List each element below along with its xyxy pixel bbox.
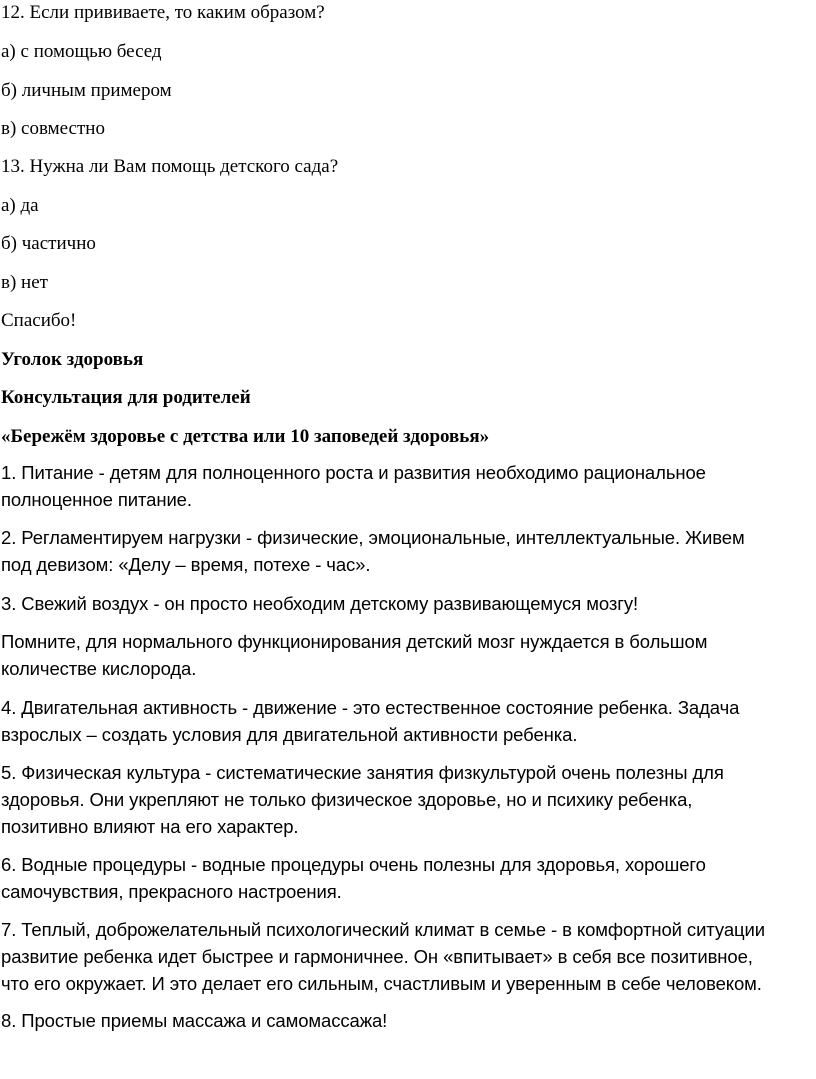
paragraph-line: 8. Простые приемы массажа и самомассажа!	[1, 1010, 388, 1031]
paragraph-brain-oxygen	[1, 628, 813, 682]
q12-option-c: в) совместно	[1, 118, 105, 139]
paragraph-family-climate	[1, 916, 813, 997]
heading-consultation: Консультация для родителей	[1, 387, 251, 408]
paragraph-massage	[1, 1007, 813, 1034]
paragraph-line: что его окружает. И это делает его сильным, счастливым и уверенным в себе человеком.	[1, 973, 762, 994]
paragraph-line: взрослых – создать условия для двигательной активности ребенка.	[1, 724, 578, 745]
question-12: 12. Если прививаете, то каким образом?	[1, 2, 325, 23]
paragraph-line: под девизом: «Делу – время, потехе - час».	[1, 554, 371, 575]
paragraph-line: 6. Водные процедуры - водные процедуры очень полезны для здоровья, хорошего	[1, 854, 706, 875]
q13-option-c: в) нет	[1, 272, 48, 293]
paragraph-line: 2. Регламентируем нагрузки - физические, эмоциональные, интеллектуальные. Живем	[1, 527, 745, 548]
paragraph-physical-culture	[1, 759, 813, 840]
heading-title: «Бережём здоровье с детства или 10 заповедей здоровья»	[1, 426, 490, 447]
paragraph-line: самочувствия, прекрасного настроения.	[1, 881, 342, 902]
paragraph-line: 3. Свежий воздух - он просто необходим детскому развивающемуся мозгу!	[1, 593, 639, 614]
q13-option-b: б) частично	[1, 233, 96, 254]
paragraph-line: 4. Двигательная активность - движение - это естественное состояние ребенка. Задача	[1, 697, 740, 718]
paragraph-line: здоровья. Они укрепляют не только физическое здоровье, но и психику ребенка,	[1, 789, 693, 810]
paragraph-water-procedures	[1, 851, 813, 905]
thanks-text: Спасибо!	[1, 310, 77, 331]
paragraph-loads	[1, 524, 813, 578]
heading-health-corner: Уголок здоровья	[1, 349, 144, 370]
q12-option-b: б) личным примером	[1, 80, 172, 101]
paragraph-line: 5. Физическая культура - систематические занятия физкультурой очень полезны для	[1, 762, 724, 783]
paragraph-motor-activity	[1, 694, 813, 748]
paragraph-line: полноценное питание.	[1, 489, 192, 510]
paragraph-fresh-air	[1, 590, 813, 617]
question-13: 13. Нужна ли Вам помощь детского сада?	[1, 156, 339, 177]
paragraph-line: 7. Теплый, доброжелательный психологический климат в семье - в комфортной ситуации	[1, 919, 765, 940]
q13-option-a: а) да	[1, 195, 39, 216]
paragraph-nutrition	[1, 459, 813, 513]
paragraph-line: позитивно влияют на его характер.	[1, 816, 299, 837]
paragraph-line: количестве кислорода.	[1, 658, 197, 679]
paragraph-line: развитие ребенка идет быстрее и гармоничнее. Он «впитывает» в себя все позитивное,	[1, 946, 753, 967]
paragraph-line: 1. Питание - детям для полноценного роста и развития необходимо рациональное	[1, 462, 706, 483]
paragraph-line: Помните, для нормального функционирования детский мозг нуждается в большом	[1, 631, 708, 652]
q12-option-a: а) с помощью бесед	[1, 41, 162, 62]
